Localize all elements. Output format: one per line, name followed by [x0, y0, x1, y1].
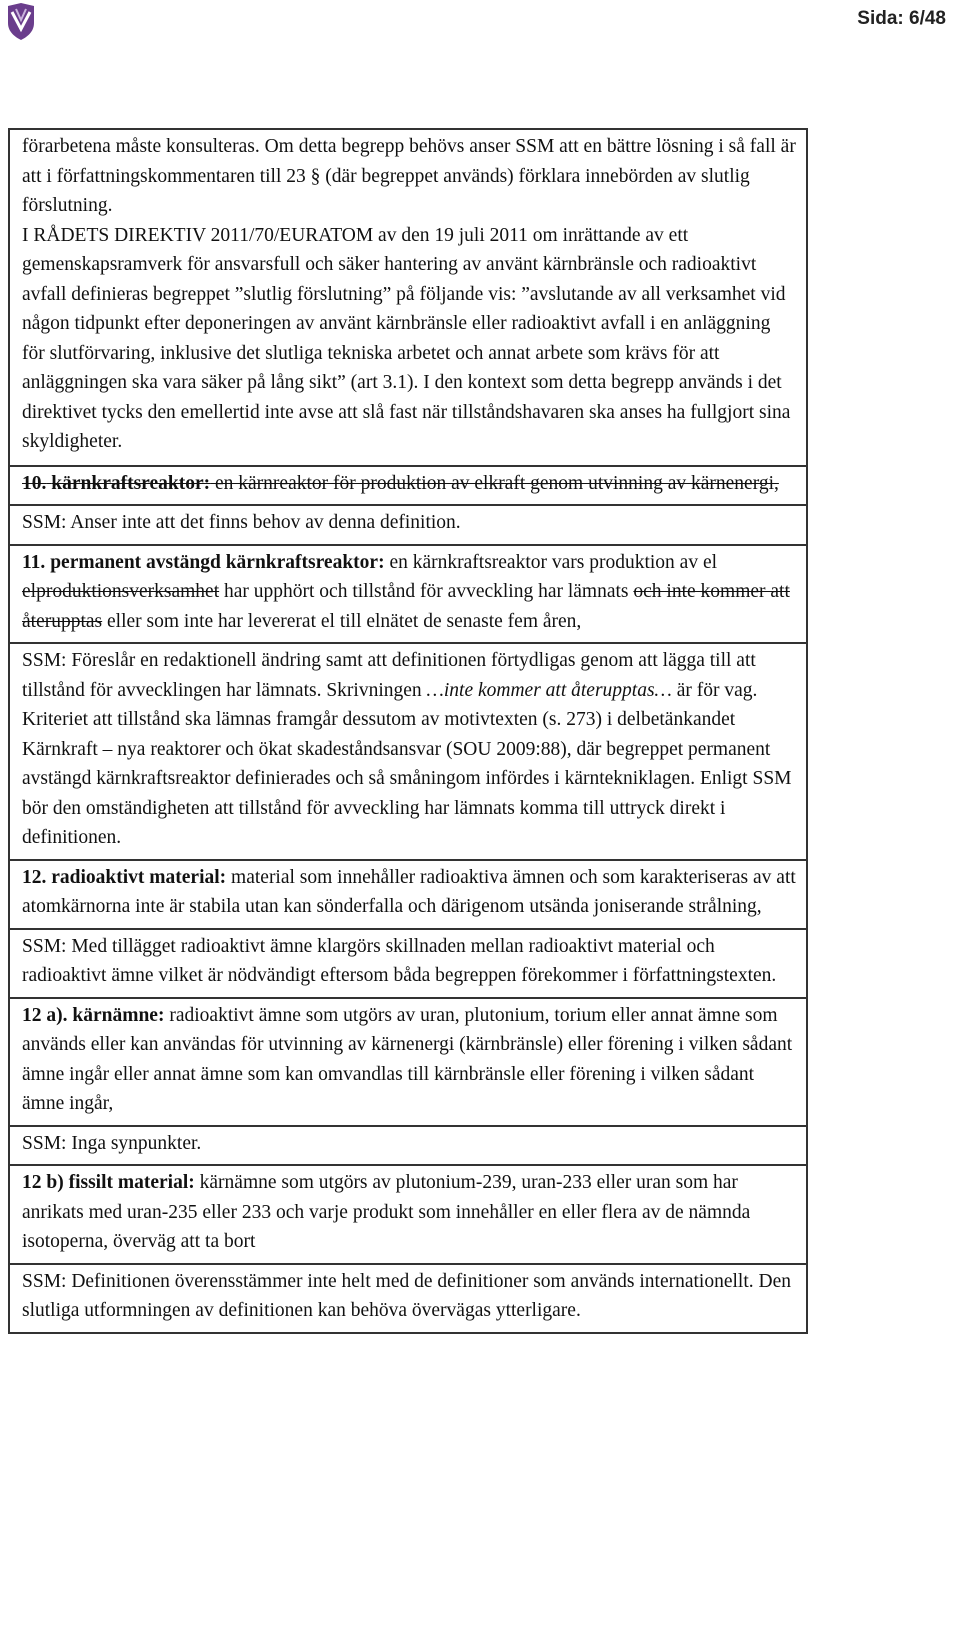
definition-number: 12. [22, 866, 47, 888]
table-row [9, 929, 807, 998]
definition-number: 11. [22, 551, 46, 573]
definition-text: material som innehåller radioaktiva ämnen och som karakteriseras av att atomkärnorna inte är stabila utan kan sönderfalla och därigenom utsända joniserande strålning, [22, 866, 796, 917]
definition-cell [9, 1165, 807, 1264]
definition-term: fissilt material: [68, 1172, 195, 1193]
definition-number: 12 a). [22, 1004, 68, 1026]
definition-term: radioaktivt material: [51, 866, 227, 888]
table-cell [9, 129, 807, 466]
definition-text: eller som inte har levererat el till elnätet de senaste fem åren, [107, 610, 582, 632]
table-row [9, 643, 807, 860]
paragraph: I RÅDETS DIREKTIV 2011/70/EURATOM av den 19 juli 2011 om inrättande av ett gemenskapsramverk för ansvarsfull och säker hantering av använt kärnbränsle och radioaktivt avfall definieras begreppet ”slutlig förslutning” på följande vis: ”avslutande av all verksamhet vid någon tidpunkt efter deponeringen av använt kärnbränsle eller radioaktivt avfall i en anläggning för slutförvaring, inklusive det slutliga tekniska arbetet och annat arbete som krävs för att anläggningen ska vara säker på lång sikt” (art 3.1). I den kontext som detta begrepp används i det direktivet tycks den emellertid inte avse att slå fast när tillståndshavaren ska anses ha fullgjort sina skyldigheter. [22, 224, 791, 452]
definition-number: 12 b) [22, 1172, 64, 1193]
definition-term: kärnämne: [72, 1004, 165, 1026]
definition-number: 10. [22, 472, 47, 494]
table-row [9, 1264, 807, 1333]
definition-cell [9, 545, 807, 644]
table-row [9, 998, 807, 1126]
definition-text: radioaktivt ämne som utgörs av uran, plutonium, torium eller annat ämne som används eller kan användas för utvinning av kärnenergi (kärnbränsle) eller förening i vilken sådant ämne ingår eller annat ämne som kan omvandlas till kärnbränsle eller förening i vilken sådant ämne ingår, [22, 1004, 793, 1114]
comment-cell [9, 643, 807, 860]
definition-term: permanent avstängd kärnkraftsreaktor: [50, 551, 385, 573]
definition-text: har upphört och tillstånd för avveckling har lämnats [224, 581, 629, 602]
table-row [9, 129, 807, 466]
comment-text: SSM: Föreslår en redaktionell ändring samt att definitionen förtydligas genom att lägga till att tillstånd för avvecklingen har lämnats. Skrivningen [22, 650, 756, 701]
comment-cell: SSM: Anser inte att det finns behov av denna definition. [9, 505, 807, 545]
struck-text: elproduktionsverksamhet [22, 581, 220, 602]
definition-text: kärnämne som utgörs av plutonium-239, uran-233 eller uran som har anrikats med uran-235 eller 233 och varje produkt som innehåller en eller flera av de nämnda isotoperna, överväg att ta bort [22, 1172, 751, 1252]
comment-cell: SSM: Inga synpunkter. [9, 1126, 807, 1166]
quoted-phrase: …inte kommer att återupptas… [426, 679, 672, 701]
definition-cell [9, 998, 807, 1126]
definition-term: kärnkraftsreaktor: [51, 472, 211, 494]
shield-logo-icon [6, 3, 36, 41]
table-row [9, 860, 807, 929]
table-row [9, 505, 807, 545]
table-row [9, 466, 807, 506]
table-row [9, 1165, 807, 1264]
definition-text: en kärnreaktor för produktion av elkraft genom utvinning av kärnenergi, [215, 472, 779, 494]
struck-text: och inte kommer att återupptas [22, 581, 790, 632]
paragraph: förarbetena måste konsulteras. Om detta begrepp behövs anser SSM att en bättre lösning i så fall är att i författningskommentaren till 23 § (där begreppet används) förklara innebörden av slutlig förslutning. [22, 136, 796, 216]
comment-cell: SSM: Definitionen överensstämmer inte helt med de definitioner som används internationellt. Den slutliga utformningen av definitionen kan behöva övervägas ytterligare. [9, 1264, 807, 1333]
document-table [8, 128, 808, 1334]
comment-cell: SSM: Med tillägget radioaktivt ämne klargörs skillnaden mellan radioaktivt material och radioaktivt ämne vilket är nödvändigt eftersom båda begreppen förekommer i författningstexten. [9, 929, 807, 998]
definition-cell [9, 466, 807, 506]
definition-cell [9, 860, 807, 929]
table-row [9, 1126, 807, 1166]
table-row [9, 545, 807, 644]
page-number: Sida: 6/48 [857, 8, 946, 29]
comment-text: är för vag. Kriteriet att tillstånd ska lämnas framgår dessutom av motivtexten (s. 273) i delbetänkandet Kärnkraft – nya reaktorer och ökat skadeståndsansvar (SOU 2009:88), där begreppet permanent avstängd kärnkraftsreaktor definierades och så småningom infördes i kärntekniklagen. Enligt SSM bör den omständigheten att tillstånd för avveckling har lämnats komma till uttryck direkt i definitionen. [22, 679, 792, 848]
definition-text: en kärnkraftsreaktor vars produktion av el [389, 551, 718, 573]
